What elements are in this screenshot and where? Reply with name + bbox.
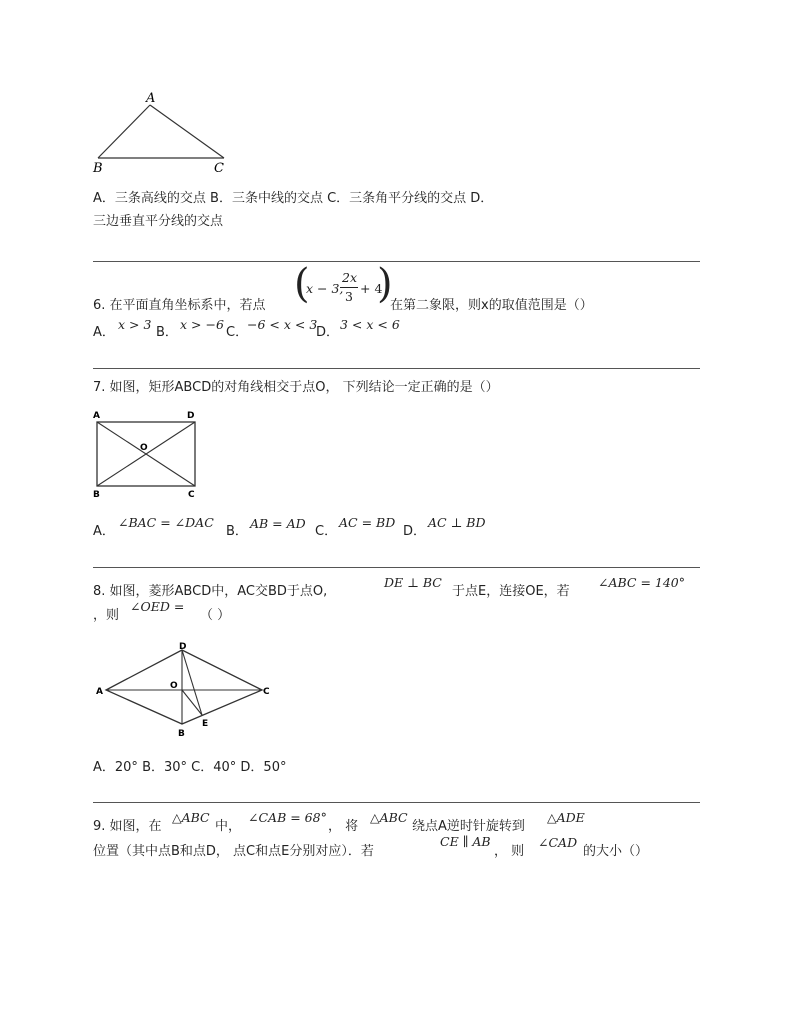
vertex-label-a: A	[96, 687, 103, 697]
q8-options: A．20° B．30° C．40° D．50°	[93, 760, 287, 775]
vertex-label-a: A	[93, 411, 100, 421]
vertex-label-c: C	[263, 687, 270, 697]
q7-option-d-label: D．	[403, 524, 427, 539]
q9-stem-p2: 中，	[215, 819, 242, 834]
q8-stem-line2-suffix: （ ）	[200, 608, 231, 623]
triangle-abc-figure	[88, 88, 238, 176]
q9-line2-p3: 的大小（）	[583, 844, 649, 859]
q8-math-perpendicular: DE ⊥ BC	[384, 575, 442, 590]
q6-option-c-label: C．	[226, 325, 249, 340]
q9-line2-p1: 位置（其中点B和点D， 点C和点E分别对应）．若	[93, 844, 374, 859]
vertex-label-b: B	[93, 161, 103, 176]
q9-triangle-abc: △ABC	[172, 810, 210, 825]
q5-options-line2: 三边垂直平分线的交点	[93, 214, 224, 229]
vertex-label-a: A	[146, 91, 156, 106]
q7-option-d: AC ⊥ BD	[428, 515, 486, 530]
q6-option-a: x > 3	[118, 317, 152, 332]
q7-option-a-label: A．	[93, 524, 115, 539]
q6-option-b-label: B．	[156, 325, 178, 340]
q9-angle-cab: ∠CAB = 68°	[248, 810, 327, 825]
q6-frac-num: 2x	[342, 270, 358, 285]
q7-option-c: AC = BD	[339, 515, 396, 530]
q7-option-a: ∠BAC = ∠DAC	[118, 515, 214, 530]
rectangle-abcd-figure	[90, 408, 205, 500]
q7-stem: 7. 如图，矩形ABCD的对角线相交于点O， 下列结论一定正确的是（）	[93, 380, 499, 395]
q8-math-angle-oed: ∠OED =	[130, 599, 185, 614]
q8-math-angle-abc: ∠ABC = 140°	[598, 575, 686, 590]
q8-stem-line2-prefix: ，则	[93, 608, 120, 623]
divider	[93, 261, 700, 262]
divider	[93, 368, 700, 369]
divider	[93, 567, 700, 568]
q6-option-b: x > −6	[180, 317, 224, 332]
rhombus-abcd-figure	[92, 640, 277, 740]
vertex-label-o: O	[140, 443, 148, 453]
q9-stem-p1: 9. 如图，在	[93, 819, 162, 834]
q7-option-b-label: B．	[226, 524, 248, 539]
vertex-label-c: C	[214, 161, 224, 176]
vertex-label-d: D	[179, 642, 187, 652]
q6-option-d-label: D．	[316, 325, 340, 340]
q9-angle-cad: ∠CAD	[538, 835, 578, 850]
vertex-label-e: E	[202, 719, 209, 729]
q9-stem-p3: ， 将	[328, 819, 359, 834]
q7-option-b: AB = AD	[250, 516, 306, 531]
q6-option-d: 3 < x < 6	[340, 317, 400, 332]
q6-frac-den: 3	[345, 289, 353, 304]
vertex-label-c: C	[188, 490, 195, 500]
q9-stem-p4: 绕点A逆时针旋转到	[412, 819, 525, 834]
q9-line2-p2: ， 则	[494, 844, 525, 859]
q6-point-expression: ( x − 3, 2x 3 + 4 )	[294, 261, 393, 307]
vertex-label-d: D	[187, 411, 195, 421]
q9-triangle-ade: △ADE	[547, 810, 585, 825]
q9-triangle-abc-2: △ABC	[370, 810, 408, 825]
q8-stem-part2: 于点E，连接OE，若	[452, 584, 570, 599]
q8-stem-part1: 8. 如图，菱形ABCD中，AC交BD于点O,	[93, 584, 328, 599]
q6-stem-prefix: 6. 在平面直角坐标系中，若点	[93, 298, 266, 313]
q6-option-a-label: A．	[93, 325, 115, 340]
q6-option-c: −6 < x < 3	[247, 317, 318, 332]
q6-point-x: x − 3,	[306, 281, 344, 296]
q6-frac-tail: + 4	[360, 281, 383, 296]
vertex-label-b: B	[93, 490, 100, 500]
vertex-label-b: B	[178, 729, 185, 739]
q7-option-c-label: C．	[315, 524, 338, 539]
divider	[93, 802, 700, 803]
q5-options-line1: A．三条高线的交点 B．三条中线的交点 C．三条角平分线的交点 D．	[93, 191, 494, 206]
q9-parallel: CE ∥ AB	[440, 834, 491, 849]
q6-stem-suffix: 在第二象限，则x的取值范围是（）	[390, 298, 593, 313]
vertex-label-o: O	[170, 681, 178, 691]
